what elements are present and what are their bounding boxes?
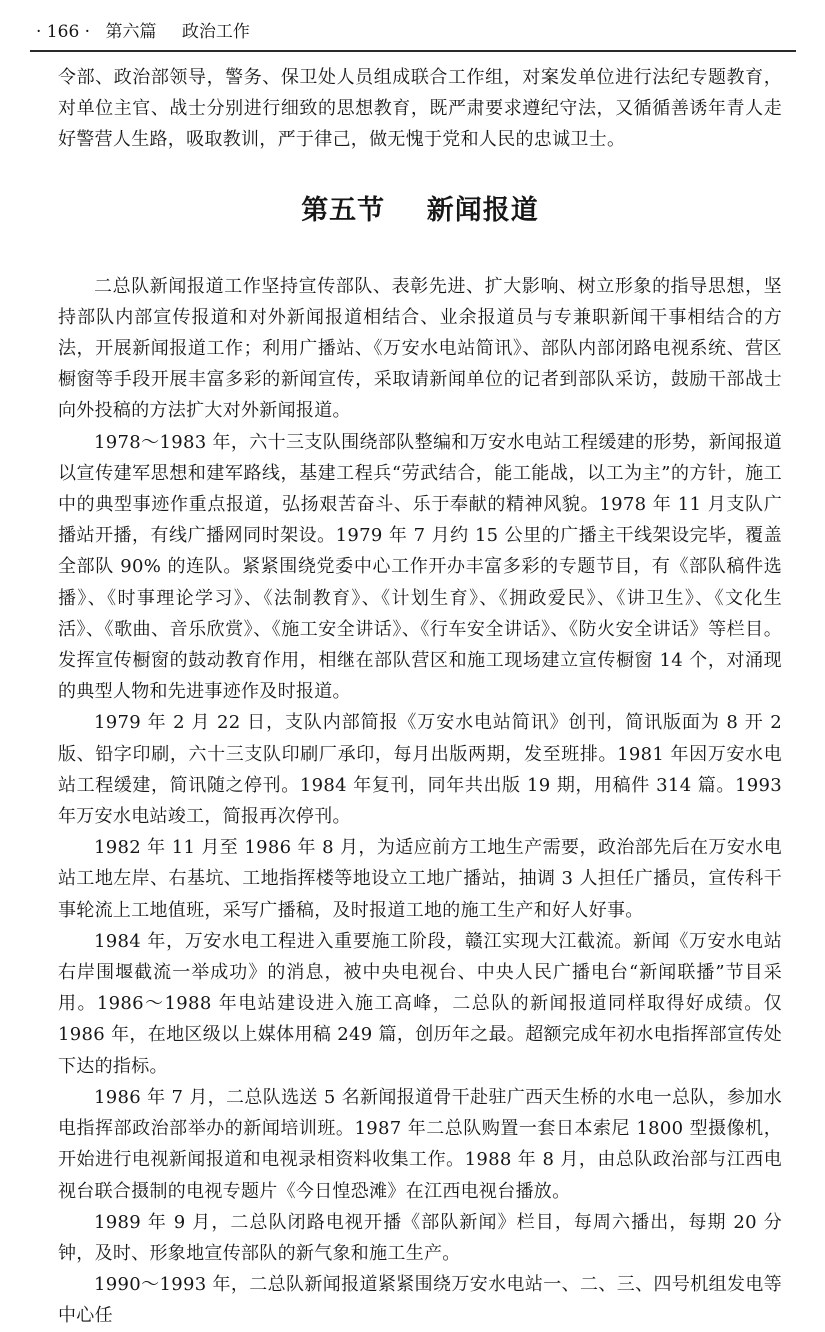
paragraph: 1990～1993 年，二总队新闻报道紧紧围绕万安水电站一、二、三、四号机组发电等中心任 (58, 1274, 782, 1327)
paragraph: 二总队新闻报道工作坚持宣传部队、表彰先进、扩大影响、树立形象的指导思想，坚持部队内部宣传报道和对外新闻报道相结合、业余报道员与专兼职新闻干事相结合的方法，开展新闻报道工作；利用广播站、《万安水电站简讯》、部队内部闭路电视系统、营区橱窗等手段开展丰富多彩的新闻宣传，采取请新闻单位的记者到部队采访，鼓励干部战士向外投稿的方法扩大对外新闻报道。 (58, 275, 782, 422)
paragraph: 1979 年 2 月 22 日，支队内部简报《万安水电站简讯》创刊，简讯版面为 8 开 2 版、铅字印刷，六十三支队印刷厂承印，每月出版两期，发至班排。1981 年因万安水电站工程缓建，简讯随之停刊。1984 年复刊，同年共出版 19 期，用稿件 314 篇。1993 年万安水电站竣工，简报再次停刊。 (58, 712, 782, 828)
page-number: · 166 · (36, 22, 91, 42)
chapter-title: 政治工作 (181, 22, 250, 42)
part-title: 第六篇 (105, 22, 157, 42)
body-text (58, 62, 782, 1332)
paragraph-continued: 令部、政治部领导，警务、保卫处人员组成联合工作组，对案发单位进行法纪专题教育，对单位主官、战士分别进行细致的思想教育，既严肃要求遵纪守法，又循循善诱年青人走好警营人生路，吸取教训，严于律己，做无愧于党和人民的忠诚卫士。 (58, 67, 782, 151)
paragraph: 1978～1983 年，六十三支队围绕部队整编和万安水电站工程缓建的形势，新闻报道以宣传建军思想和建军路线，基建工程兵“劳武结合，能工能战，以工为主”的方针，施工中的典型事迹作重点报道，弘扬艰苦奋斗、乐于奉献的精神风貌。1978 年 11 月支队广播站开播，有线广播网同时架设。1979 年 7 月约 15 公里的广播主干线架设完毕，覆盖全部队 90% 的连队。紧紧围绕党委中心工作开办丰富多彩的专题节目，有《部队稿件选播》、《时事理论学习》、《法制教育》、《计划生育》、《拥政爱民》、《讲卫生》、《文化生活》、《歌曲、音乐欣赏》、《施工安全讲话》、《行车安全讲话》、《防火安全讲话》等栏目。发挥宣传橱窗的鼓动教育作用，相继在部队营区和施工现场建立宣传橱窗 14 个，对涌现的典型人物和先进事迹作及时报道。 (58, 431, 782, 703)
paragraph: 1984 年，万安水电工程进入重要施工阶段，赣江实现大江截流。新闻《万安水电站右岸围堰截流一举成功》的消息，被中央电视台、中央人民广播电台“新闻联播”节目采用。1986～1988 年电站建设进入施工高峰，二总队的新闻报道同样取得好成绩。仅 1986 年，在地区级以上媒体用稿 249 篇，创历年之最。超额完成年初水电指挥部宣传处下达的指标。 (58, 930, 782, 1077)
paragraph: 1986 年 7 月，二总队选送 5 名新闻报道骨干赴驻广西天生桥的水电一总队，参加水电指挥部政治部举办的新闻培训班。1987 年二总队购置一套日本索尼 1800 型摄像机，开始进行电视新闻报道和电视录相资料收集工作。1988 年 8 月，由总队政治部与江西电视台联合摄制的电视专题片《今日惶恐滩》在江西电视台播放。 (58, 1086, 782, 1202)
paragraph: 1989 年 9 月，二总队闭路电视开播《部队新闻》栏目，每周六播出，每期 20 分钟，及时、形象地宣传部队的新气象和施工生产。 (58, 1211, 782, 1264)
running-header (36, 14, 786, 50)
section-heading: 第五节 新闻报道 (301, 194, 539, 226)
header-rule (30, 50, 796, 52)
paragraph: 1982 年 11 月至 1986 年 8 月，为适应前方工地生产需要，政治部先后在万安水电站工地左岸、右基坑、工地指挥楼等地设立工地广播站，抽调 3 人担任广播员，宣传科干事轮流上工地值班，采写广播稿，及时报道工地的施工生产和好人好事。 (58, 837, 782, 921)
